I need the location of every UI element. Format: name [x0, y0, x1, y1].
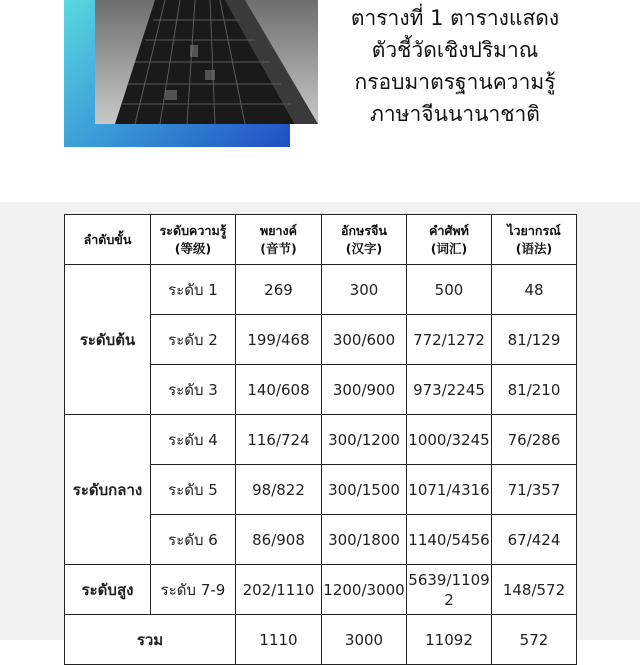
- title-line-4: ภาษาจีนนานาชาติ: [370, 102, 540, 126]
- cell-characters: 300/900: [322, 365, 407, 415]
- header-section: [0, 0, 640, 202]
- cell-syllables: 116/724: [236, 415, 322, 465]
- cell-characters: 300/1800: [322, 515, 407, 565]
- group-label-elementary: ระดับต้น: [65, 265, 151, 415]
- cell-level: ระดับ 4: [151, 415, 236, 465]
- cell-level: ระดับ 2: [151, 315, 236, 365]
- cell-characters: 300/1500: [322, 465, 407, 515]
- total-syllables: 1110: [236, 615, 322, 665]
- cell-vocabulary: 1071/4316: [407, 465, 492, 515]
- title-line-1: ตารางที่ 1 ตารางแสดง: [350, 6, 560, 30]
- cell-vocabulary: 1000/3245: [407, 415, 492, 465]
- skyscraper-photo: [95, 0, 318, 124]
- cell-syllables: 98/822: [236, 465, 322, 515]
- cell-characters: 300/600: [322, 315, 407, 365]
- cell-syllables: 140/608: [236, 365, 322, 415]
- cell-syllables: 269: [236, 265, 322, 315]
- title-line-2: ตัวชี้วัดเชิงปริมาณ: [371, 38, 539, 62]
- cell-level: ระดับ 5: [151, 465, 236, 515]
- header-syllables: พยางค์ (音节): [236, 215, 322, 265]
- title-line-3: กรอบมาตรฐานความรู้: [354, 70, 556, 94]
- table-row: [65, 415, 577, 465]
- cell-grammar: 81/129: [492, 315, 577, 365]
- cell-grammar: 76/286: [492, 415, 577, 465]
- cell-characters: 1200/3000: [322, 565, 407, 615]
- cell-characters: 300/1200: [322, 415, 407, 465]
- cell-vocabulary: 5639/11092: [407, 565, 492, 615]
- cell-vocabulary: 973/2245: [407, 365, 492, 415]
- group-label-intermediate: ระดับกลาง: [65, 415, 151, 565]
- cell-level: ระดับ 6: [151, 515, 236, 565]
- group-label-advanced: ระดับสูง: [65, 565, 151, 615]
- cell-level: ระดับ 1: [151, 265, 236, 315]
- cell-grammar: 71/357: [492, 465, 577, 515]
- cell-vocabulary: 500: [407, 265, 492, 315]
- header-stage: ลำดับขั้น: [65, 215, 151, 265]
- cell-grammar: 148/572: [492, 565, 577, 615]
- table-row: [65, 565, 577, 615]
- cell-grammar: 48: [492, 265, 577, 315]
- table-header-row: [65, 215, 577, 265]
- header-characters: อักษรจีน (汉字): [322, 215, 407, 265]
- page-title: [330, 2, 580, 130]
- total-characters: 3000: [322, 615, 407, 665]
- cell-characters: 300: [322, 265, 407, 315]
- total-vocabulary: 11092: [407, 615, 492, 665]
- cell-level: ระดับ 7-9: [151, 565, 236, 615]
- cell-syllables: 86/908: [236, 515, 322, 565]
- total-label: รวม: [65, 615, 236, 665]
- total-grammar: 572: [492, 615, 577, 665]
- skyscraper-illustration: [95, 0, 318, 124]
- cell-syllables: 199/468: [236, 315, 322, 365]
- cell-vocabulary: 772/1272: [407, 315, 492, 365]
- cell-syllables: 202/1110: [236, 565, 322, 615]
- cell-level: ระดับ 3: [151, 365, 236, 415]
- header-vocabulary: คำศัพท์ (词汇): [407, 215, 492, 265]
- cell-vocabulary: 1140/5456: [407, 515, 492, 565]
- cell-grammar: 81/210: [492, 365, 577, 415]
- header-grammar: ไวยากรณ์ (语法): [492, 215, 577, 265]
- cell-grammar: 67/424: [492, 515, 577, 565]
- table-row: [65, 265, 577, 315]
- header-level: ระดับความรู้ (等级): [151, 215, 236, 265]
- hsk-standards-table: [64, 214, 577, 665]
